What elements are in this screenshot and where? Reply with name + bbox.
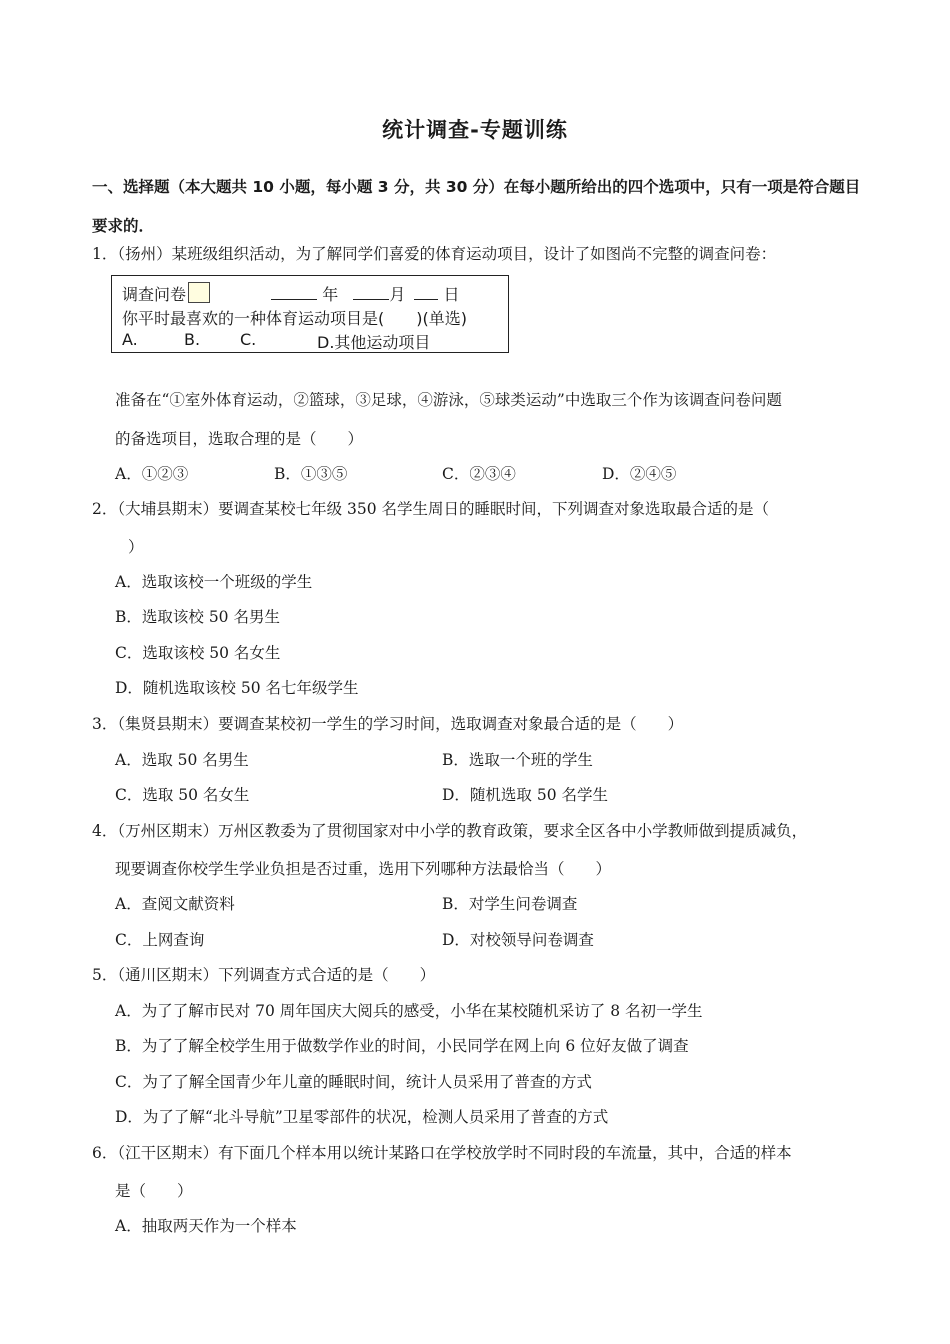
question-5-option-c: C．为了了解全国青少年儿童的睡眠时间，统计人员采用了普查的方式 xyxy=(115,1073,592,1091)
question-4-continuation: 现要调查你校学生学业负担是否过重，选用下列哪种方法最恰当（ ） xyxy=(115,860,612,878)
questionnaire-option-a: A. xyxy=(122,330,138,349)
question-6-option-a: A．抽取两天作为一个样本 xyxy=(115,1217,297,1235)
day-blank xyxy=(414,283,438,300)
questionnaire-label: 调查问卷 xyxy=(122,285,187,304)
question-3-option-c: C．选取 50 名女生 xyxy=(115,786,250,804)
questionnaire-option-c: C. xyxy=(240,330,257,349)
question-1-option-b: B．①③⑤ xyxy=(274,465,348,483)
checkbox-icon xyxy=(188,282,210,303)
questionnaire-option-d: D.其他运动项目 xyxy=(317,333,431,352)
question-1-option-d: D．②④⑤ xyxy=(602,465,677,483)
question-4-option-c: C．上网查询 xyxy=(115,931,205,949)
question-4-option-d: D．对校领导问卷调查 xyxy=(442,931,594,949)
question-2-stem-end: ） xyxy=(128,538,144,556)
question-2-option-d: D．随机选取该校 50 名七年级学生 xyxy=(115,679,359,697)
day-label: 日 xyxy=(443,285,460,304)
survey-questionnaire-figure xyxy=(111,275,509,353)
question-3-option-d: D．随机选取 50 名学生 xyxy=(442,786,609,804)
question-2-option-b: B．选取该校 50 名男生 xyxy=(115,608,280,626)
questionnaire-row-1 xyxy=(122,282,460,305)
question-1-continuation-2: 的备选项目，选取合理的是（ ） xyxy=(115,430,364,448)
page-title: 统计调查-专题训练 xyxy=(382,118,568,142)
question-2-option-c: C．选取该校 50 名女生 xyxy=(115,644,281,662)
question-6-continuation: 是（ ） xyxy=(115,1182,193,1200)
question-6-stem: 6．（江干区期末）有下面几个样本用以统计某路口在学校放学时不同时段的车流量，其中，合适的样本 xyxy=(92,1144,792,1162)
question-4-stem: 4．（万州区期末）万州区教委为了贯彻国家对中小学的教育政策，要求全区各中小学教师做到提质减负， xyxy=(92,822,808,840)
question-5-stem: 5．（通川区期末）下列调查方式合适的是（ ） xyxy=(92,966,436,984)
year-blank xyxy=(271,283,317,300)
questionnaire-question: 你平时最喜欢的一种体育运动项目是( )(单选) xyxy=(122,309,467,328)
question-3-option-a: A．选取 50 名男生 xyxy=(115,751,249,769)
question-5-option-d: D．为了了解“北斗导航”卫星零部件的状况，检测人员采用了普查的方式 xyxy=(115,1108,609,1126)
question-1-stem: 1．（扬州）某班级组织活动，为了解同学们喜爱的体育运动项目，设计了如图尚不完整的调查问卷： xyxy=(92,245,777,263)
question-2-stem: 2．（大埔县期末）要调查某校七年级 350 名学生周日的睡眠时间，下列调查对象选取最合适的是（ xyxy=(92,500,770,518)
month-blank xyxy=(353,283,389,300)
question-5-option-a: A．为了了解市民对 70 周年国庆大阅兵的感受，小华在某校随机采访了 8 名初一学生 xyxy=(115,1002,703,1020)
question-1-option-a: A．①②③ xyxy=(115,465,189,483)
year-label: 年 xyxy=(322,285,339,304)
section-heading: 一、选择题（本大题共 10 小题，每小题 3 分，共 30 分）在每小题所给出的四个选项中，只有一项是符合题目要求的． xyxy=(92,178,861,235)
questionnaire-option-b: B. xyxy=(184,330,201,349)
question-2-option-a: A．选取该校一个班级的学生 xyxy=(115,573,313,591)
question-3-stem: 3．（集贤县期末）要调查某校初一学生的学习时间，选取调查对象最合适的是（ ） xyxy=(92,715,684,733)
question-4-option-b: B．对学生问卷调查 xyxy=(442,895,578,913)
question-3-option-b: B．选取一个班的学生 xyxy=(442,751,593,769)
question-4-option-a: A．查阅文献资料 xyxy=(115,895,235,913)
question-5-option-b: B．为了了解全校学生用于做数学作业的时间，小民同学在网上向 6 位好友做了调查 xyxy=(115,1037,689,1055)
question-1-option-c: C．②③④ xyxy=(442,465,516,483)
month-label: 月 xyxy=(389,285,406,304)
question-1-continuation-1: 准备在“①室外体育运动，②篮球，③足球，④游泳，⑤球类运动”中选取三个作为该调查问卷问题 xyxy=(115,391,782,409)
